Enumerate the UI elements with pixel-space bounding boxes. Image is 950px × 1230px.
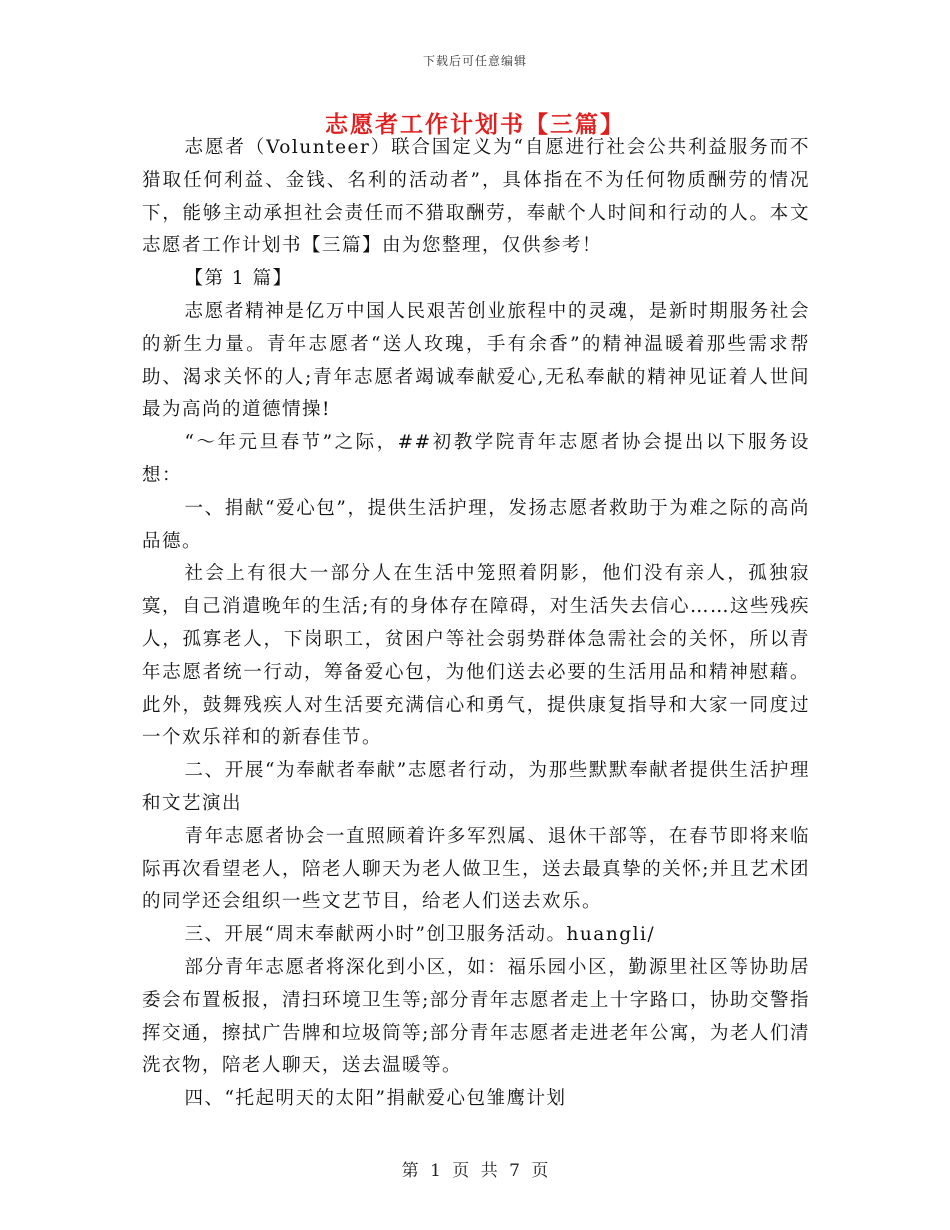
paragraph-service-plan-intro: “～年元旦春节”之际，##初教学院青年志愿者协会提出以下服务设想： [142,432,810,486]
item-heading-4: 四、“托起明天的太阳”捐献爱心包雏鹰计划 [184,1088,567,1110]
document-title: 志愿者工作计划书【三篇】 [325,111,625,138]
section-heading-part-1: 【第 1 篇】 [184,268,293,290]
header-note: 下载后可任意编辑 [422,54,527,68]
item-heading-2: 二、开展“为奉献者奉献”志愿者行动，为那些默默奉献者提供生活护理和文艺演出 [142,760,810,814]
paragraph-intro: 志愿者（Volunteer）联合国定义为“自愿进行社会公共利益服务而不猎取任何利益、金钱、名利的活动者”，具体指在不为任何物质酬劳的情况下，能够主动承担社会责任而不猎取酬劳，奉献个人时间和行动的人。本文志愿者工作计划书【三篇】由为您整理，仅供参考！ [142,137,810,257]
paragraph-volunteer-spirit: 志愿者精神是亿万中国人民艰苦创业旅程中的灵魂，是新时期服务社会的新生力量。青年志愿者“送人玫瑰，手有余香”的精神温暖着那些需求帮助、渴求关怀的人;青年志愿者竭诚奉献爱心,无私奉献的精神见证着人世间最为高尚的道德情操! [142,300,810,421]
page-number-footer: 第 1 页 共 7 页 [401,1161,549,1181]
item-heading-1: 一、捐献“爱心包”，提供生活护理，发扬志愿者救助于为难之际的高尚品德。 [142,497,810,552]
paragraph-item-3: 部分青年志愿者将深化到小区，如：福乐园小区，勤源里社区等协助居委会布置板报，清扫环境卫生等;部分青年志愿者走上十字路口，协助交警指挥交通，擦拭广告牌和垃圾筒等;部分青年志愿者走进老年公寓，为老人们清洗衣物，陪老人聊天，送去温暖等。 [142,956,810,1077]
document-body [142,132,810,1116]
paragraph-item-2: 青年志愿者协会一直照顾着许多军烈属、退休干部等，在春节即将来临际再次看望老人，陪老人聊天为老人做卫生，送去最真挚的关怀;并且艺术团的同学还会组织一些文艺节目，给老人们送去欢乐。 [142,825,810,913]
paragraph-item-1: 社会上有很大一部分人在生活中笼照着阴影，他们没有亲人，孤独寂寞，自己消遣晚年的生活;有的身体存在障碍，对生活失去信心……这些残疾人，孤寡老人，下岗职工，贫困户等社会弱势群体急需社会的关怀，所以青年志愿者统一行动，筹备爱心包，为他们送去必要的生活用品和精神慰藉。此外，鼓舞残疾人对生活要充满信心和勇气，提供康复指导和大家一同度过一个欢乐祥和的新春佳节。 [142,563,810,749]
item-heading-3: 三、开展“周末奉献两小时”创卫服务活动。huangli/ [184,924,656,946]
